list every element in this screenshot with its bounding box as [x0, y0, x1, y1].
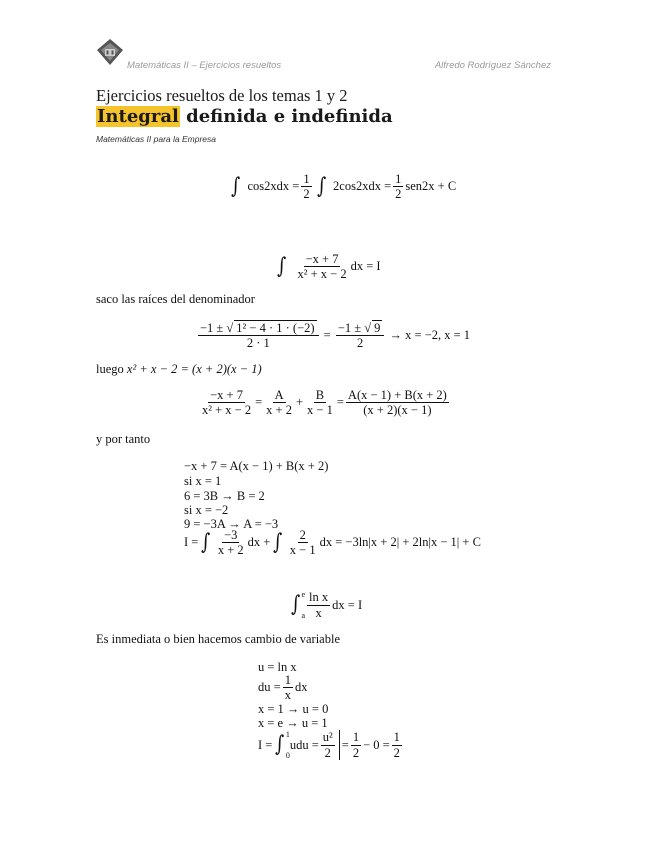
- equation-1: ∫ cos2xdx = $\frac{1}{2}$ ∫ 2cos2xdx = $\frac{1}{2}$ sen2x + C: [231, 172, 457, 202]
- system-line-4: si x = −2: [184, 503, 229, 517]
- university-logo-icon: [96, 38, 124, 66]
- subst-line-4: x = e → u = 1: [258, 716, 328, 730]
- subject-heading: Ejercicios resueltos de los temas 1 y 2: [96, 86, 348, 105]
- equation-5: $\frac{-x + 7}{\text{x² + x − 2}}$ = $\frac{A}{x + 2}$ + $\frac{B}{x - 1}$ = $\frac{A(x - 1) + B(x + 2)}{(x + 2)(x - 1)}$: [202, 388, 447, 418]
- system-line-2: si x = 1: [184, 474, 222, 488]
- subst-line-2: du = $\frac{1}{x}$ dx: [258, 673, 308, 703]
- text-luego: luego x² + x − 2 = (x + 2)(x − 1): [96, 362, 262, 376]
- text-por-tanto: y por tanto: [96, 432, 151, 446]
- system-line-5: 9 = −3A → A = −3: [184, 517, 279, 531]
- system-line-1: −x + 7 = A(x − 1) + B(x + 2): [184, 459, 329, 473]
- text-inmediata: Es inmediata o bien hacemos cambio de variable: [96, 632, 341, 646]
- system-integral: I = ∫ $\frac{-3}{x + 2}$ dx + ∫ $\frac{2}{x - 1}$ dx = −3ln|x + 2| + 2ln|x − 1| + C: [184, 528, 481, 558]
- title-rest: definida e indefinida: [186, 106, 393, 127]
- subst-line-1: u = ln x: [258, 660, 297, 674]
- subst-line-5: I = ∫ 1 0 udu = $\frac{\text{u²}}{2}$ = $\frac{1}{2}$ − 0 = $\frac{1}{2}$: [258, 730, 400, 760]
- equation-2: ∫ $\frac{-x + 7}{\text{x² + x − 2}}$ dx = I: [277, 252, 381, 282]
- text-roots: saco las raíces del denominador: [96, 292, 255, 306]
- equation-6: ∫ e a $\frac{\text{ln x}}{x}$ dx = I: [291, 590, 363, 620]
- equation-3: $\frac{\text{−1 ± √ 1² − 4 · 1 · (−2)}}{2 \cdot 1}$ = $\frac{-1 \pm √ 9}{2}$ → x = −2, x = 1: [200, 321, 471, 351]
- subst-line-3: x = 1 → u = 0: [258, 702, 329, 716]
- header-right: Alfredo Rodríguez Sánchez: [434, 60, 551, 71]
- system-line-3: 6 = 3B → B = 2: [184, 489, 265, 503]
- course-name: Matemáticas II para la Empresa: [96, 134, 216, 144]
- page-title: [96, 106, 393, 127]
- title-highlight: Integral: [97, 106, 179, 127]
- header-left: Matemáticas II – Ejercicios resueltos: [127, 60, 282, 71]
